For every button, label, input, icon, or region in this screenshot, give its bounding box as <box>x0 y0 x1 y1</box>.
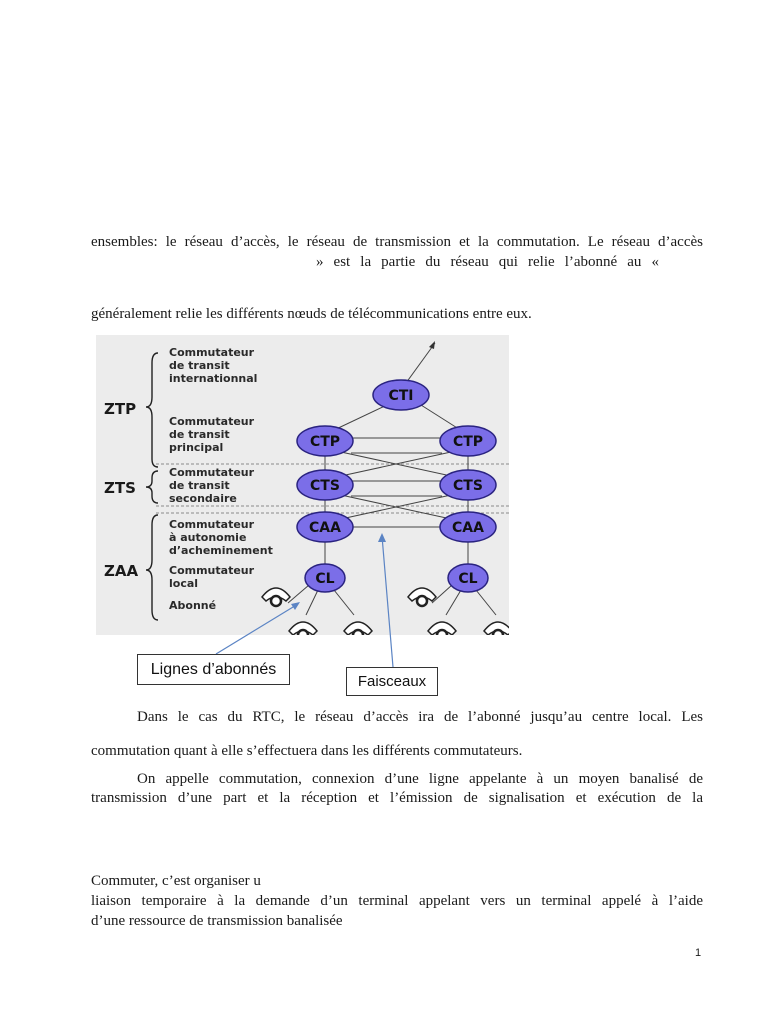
telephone-icon <box>408 588 436 606</box>
level-label: Commutateur <box>169 466 255 479</box>
network-hierarchy-diagram <box>96 335 509 635</box>
level-label: de transit <box>169 428 230 441</box>
paragraph-4-line-3: d’une ressource de transmission banalisée <box>91 913 343 929</box>
level-label: principal <box>169 441 224 454</box>
level-label: local <box>169 577 199 590</box>
level-label: de transit <box>169 359 230 372</box>
paragraph-2-line-1: Dans le cas du RTC, le réseau d’accès ira de l’abonné jusqu’au centre local. Les <box>137 709 703 725</box>
node-label-caa-left: CAA <box>309 520 341 536</box>
paragraph-4-line-2: liaison temporaire à la demande d’un terminal appelant vers un terminal appelé à l’aide <box>91 893 703 909</box>
level-label: internationnal <box>169 372 258 385</box>
telephone-icon <box>428 622 456 635</box>
zone-label-ztp: ZTP <box>104 400 137 418</box>
paragraph-1-line-3: généralement relie les différents nœuds de télécommunications entre eux. <box>91 306 532 322</box>
level-label: secondaire <box>169 492 237 505</box>
level-label: Commutateur <box>169 518 255 531</box>
telephone-icon <box>344 622 372 635</box>
node-label-cl-right: CL <box>458 571 478 587</box>
node-label-cti: CTI <box>388 388 414 404</box>
level-label: d’acheminement <box>169 544 273 557</box>
paragraph-2-line-2: commutation quant à elle s’effectuera dans les différents commutateurs. <box>91 743 523 759</box>
node-label-ctp-right: CTP <box>452 434 484 450</box>
telephone-icon <box>289 622 317 635</box>
level-label: à autonomie <box>169 531 247 544</box>
callout-faisceaux: Faisceaux <box>346 667 438 696</box>
telephone-icon <box>262 588 290 606</box>
zone-label-zts: ZTS <box>104 479 136 497</box>
paragraph-4-line-1: Commuter, c’est organiser u <box>91 873 261 889</box>
telephone-icon <box>484 622 509 635</box>
page-number: 1 <box>695 947 702 959</box>
level-label: Abonné <box>169 599 217 612</box>
level-label: Commutateur <box>169 415 255 428</box>
node-label-caa-right: CAA <box>452 520 484 536</box>
callout-lignes-abonnes: Lignes d’abonnés <box>137 654 290 685</box>
paragraph-1-line-1: ensembles: le réseau d’accès, le réseau de transmission et la commutation. Le réseau d’accès <box>91 234 703 250</box>
node-label-cts-left: CTS <box>310 478 340 494</box>
level-label: Commutateur <box>169 564 255 577</box>
level-label: de transit <box>169 479 230 492</box>
paragraph-3-line-2: transmission d’une part et la réception et l’émission de signalisation et exécution de la <box>91 790 703 806</box>
paragraph-1-line-2: » est la partie du réseau qui relie l’abonné au « <box>316 254 659 270</box>
zone-label-zaa: ZAA <box>104 562 139 580</box>
node-label-cl-left: CL <box>315 571 335 587</box>
node-label-ctp-left: CTP <box>309 434 341 450</box>
node-label-cts-right: CTS <box>453 478 483 494</box>
level-label: Commutateur <box>169 346 255 359</box>
paragraph-3-line-1: On appelle commutation, connexion d’une ligne appelante à un moyen banalisé de <box>137 771 703 787</box>
